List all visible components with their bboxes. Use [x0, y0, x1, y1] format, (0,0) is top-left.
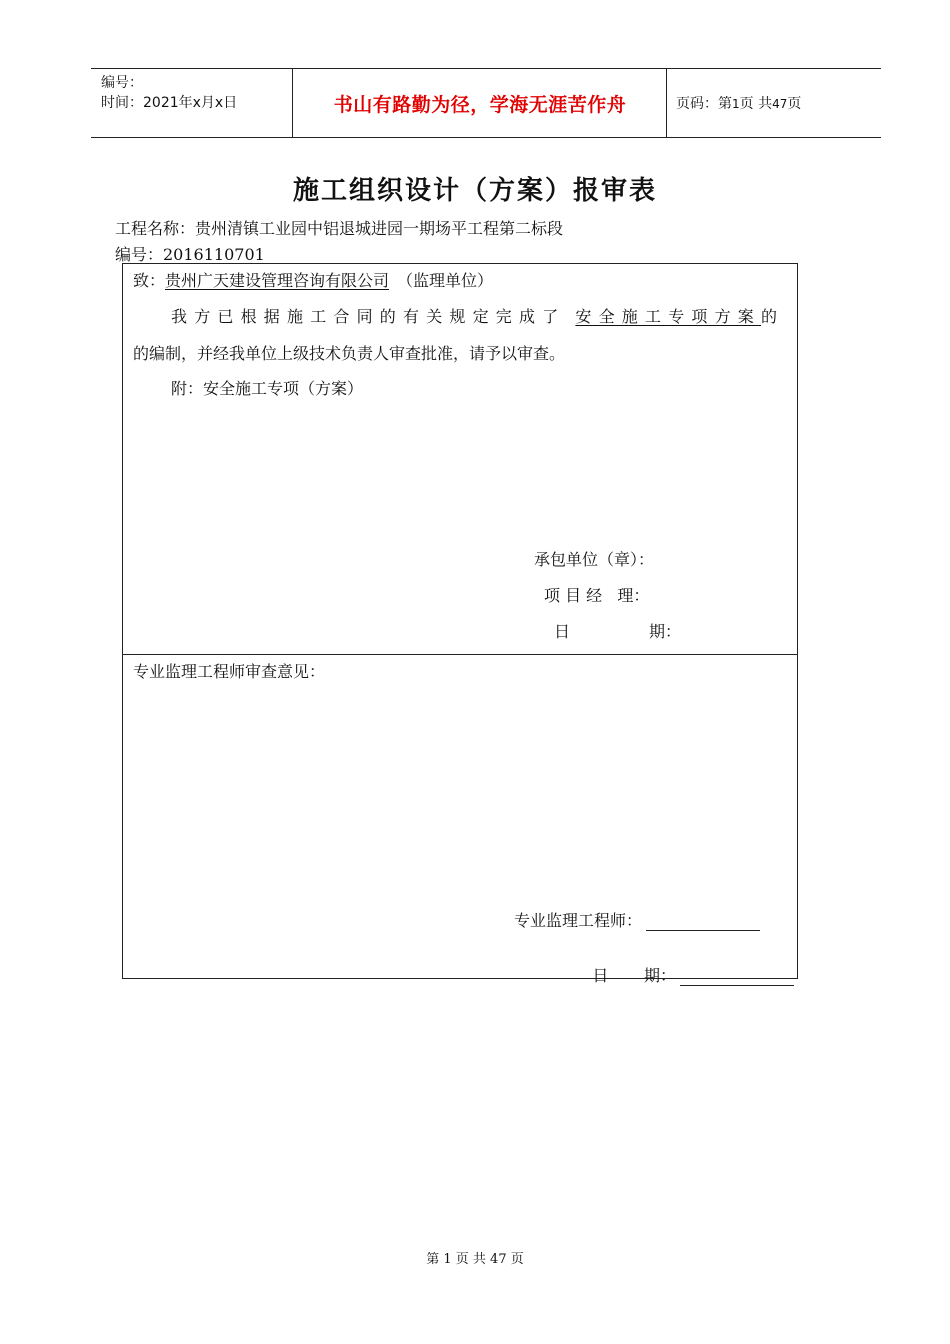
statement-line-1: [171, 304, 777, 327]
engineer-signature-blank[interactable]: [646, 912, 760, 931]
document-header: [91, 68, 881, 138]
page-footer: 第 1 页 共 47 页: [426, 1252, 524, 1267]
header-page-info: [676, 93, 801, 113]
project-name: 工程名称：贵州清镇工业园中铝退城进园一期场平工程第二标段: [115, 219, 564, 238]
form-title: 施工组织设计（方案）报审表: [292, 176, 657, 206]
date-label-b: 期：: [649, 622, 682, 641]
page-middle: 页 共: [739, 96, 773, 112]
opinion-label: 专业监理工程师审查意见：: [133, 662, 326, 681]
project-manager-label: 项 目 经 理：: [544, 586, 650, 605]
time-label: 时间：2021年x月x日: [101, 95, 238, 111]
review-date-label: 日 期：: [592, 966, 676, 985]
to-suffix: （监理单位）: [397, 271, 494, 290]
review-date-blank[interactable]: [680, 967, 794, 986]
statement-suffix: 的: [761, 307, 778, 326]
supervisor-company: 贵州广天建设管理咨询有限公司: [165, 271, 390, 290]
recipient-line: [133, 268, 493, 291]
review-date-line: [572, 944, 794, 1005]
statement-prefix: 我方已根据施工合同的有关规定完成了: [171, 307, 566, 326]
page-number: 1: [732, 97, 740, 111]
statement-line-2: 的编制，并经我单位上级技术负责人审查批准，请予以审查。: [133, 344, 566, 363]
to-label: 致：: [133, 271, 166, 290]
engineer-label: 专业监理工程师：: [514, 911, 643, 930]
form-number: 编号：2016110701: [115, 245, 265, 264]
plan-name: 安全施工专项方案: [575, 307, 762, 326]
date-label-a: 日: [554, 622, 571, 641]
contractor-label: 承包单位（章）：: [534, 550, 655, 569]
header-motto: 书山有路勤为径，学海无涯苦作舟: [333, 93, 627, 116]
header-info: [101, 73, 237, 113]
section-divider: [123, 654, 797, 655]
page-prefix: 页码：第: [676, 96, 732, 112]
page-total: 47: [772, 97, 788, 111]
serial-label: 编号：: [101, 75, 143, 91]
page-suffix: 页: [787, 96, 802, 112]
review-form-table: [122, 263, 798, 985]
engineer-signature-line: [514, 908, 760, 931]
attachment-line: 附：安全施工专项（方案）: [171, 379, 364, 398]
